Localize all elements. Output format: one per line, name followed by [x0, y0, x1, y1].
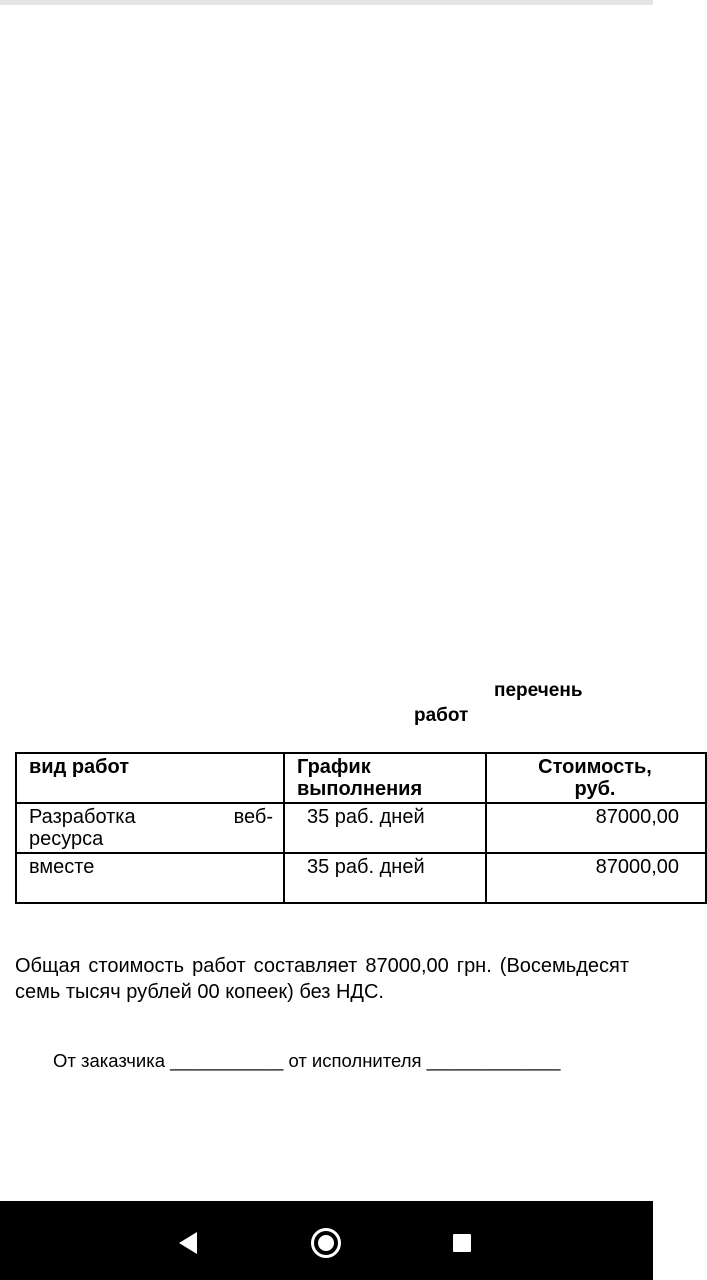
home-circle-icon	[309, 1226, 343, 1260]
works-table	[15, 752, 707, 904]
row1-work-line1	[29, 806, 273, 828]
document-page[interactable]	[0, 5, 653, 1201]
heading-line-1: перечень	[494, 680, 583, 701]
table-row	[16, 853, 706, 903]
home-button[interactable]	[308, 1225, 344, 1261]
system-navigation-bar	[0, 1201, 653, 1280]
back-button[interactable]	[170, 1225, 206, 1261]
header-schedule-line2: выполнения	[297, 778, 423, 800]
row1-work-line2: ресурса	[29, 828, 104, 850]
header-cost-line1: Стоимость,	[538, 756, 652, 778]
summary-paragraph: Общая стоимость работ составляет 87000,00 грн. (Восемьдесят семь тысяч рублей 00 копеек) без НДС.	[15, 955, 629, 1003]
row2-work: вместе	[16, 853, 284, 903]
heading-line-2: работ	[414, 705, 469, 726]
row1-work-word1: Разработка	[29, 806, 136, 828]
header-work-type	[16, 753, 284, 803]
row1-cost: 87000,00	[486, 803, 706, 853]
recents-square-icon	[451, 1232, 473, 1254]
header-schedule-line1: График	[297, 756, 371, 778]
header-cost	[486, 753, 706, 803]
back-triangle-icon	[177, 1231, 199, 1255]
header-work-type-label: вид работ	[29, 756, 130, 778]
header-cost-line2: руб.	[574, 778, 616, 800]
header-schedule	[284, 753, 486, 803]
signature-line: От заказчика ___________ от исполнителя _____________	[53, 1050, 561, 1071]
row1-work-word2: веб-	[233, 806, 273, 828]
row2-cost: 87000,00	[486, 853, 706, 903]
recents-button[interactable]	[444, 1225, 480, 1261]
row2-schedule: 35 раб. дней	[284, 853, 486, 903]
table-header-row	[16, 753, 706, 803]
row1-schedule: 35 раб. дней	[284, 803, 486, 853]
table-row	[16, 803, 706, 853]
row1-work-cell	[16, 803, 284, 853]
